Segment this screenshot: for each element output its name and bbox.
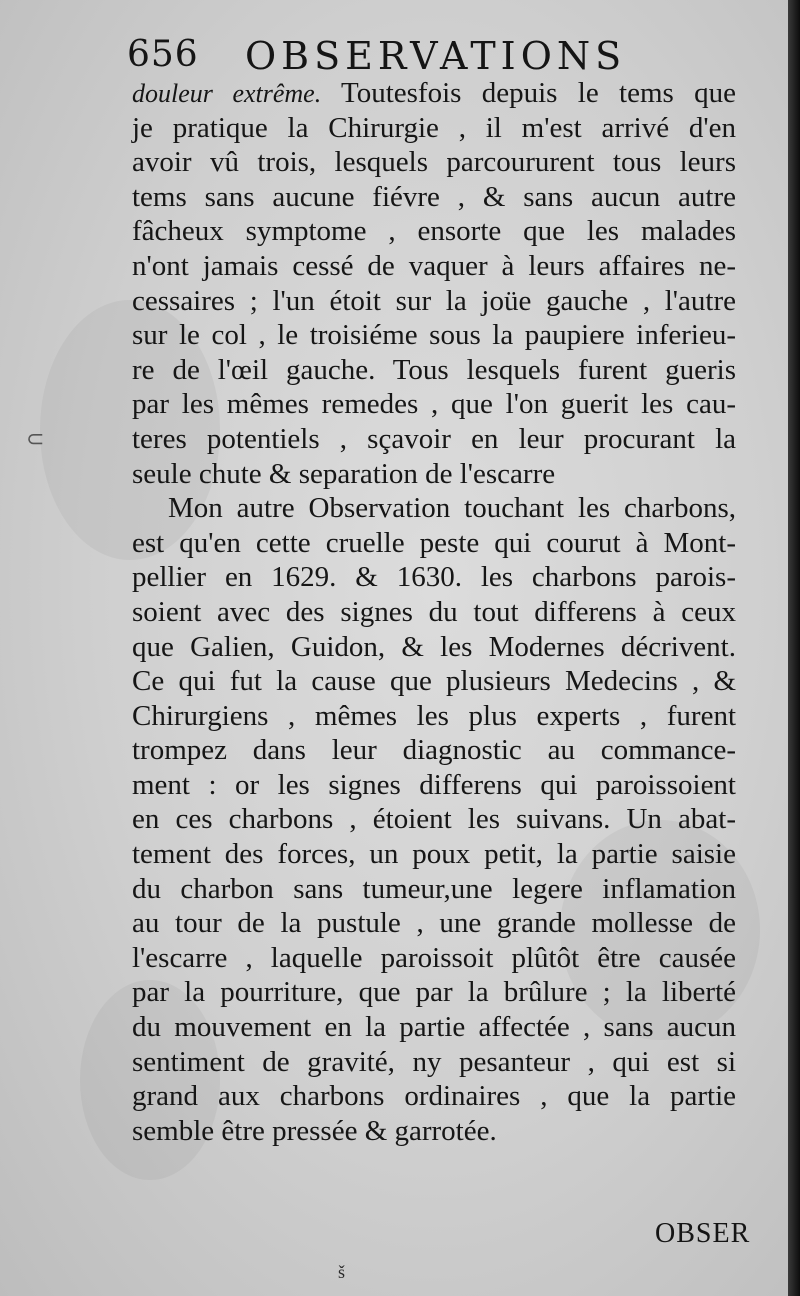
text-line: du charbon sans tumeur,une legere inflamation — [132, 872, 736, 905]
text-line: pellier en 1629. & 1630. les charbons parois- — [132, 561, 736, 594]
text-line: semble être pressée & garrotée. — [132, 1114, 497, 1147]
text-line: par les mêmes remedes , que l'on guerit les cau- — [132, 388, 736, 421]
margin-mark: ⊂ — [26, 426, 45, 451]
page-edge-shadow — [788, 0, 800, 1296]
text-line: tems sans aucune fiévre , & sans aucun autre — [132, 180, 736, 213]
body-text — [132, 76, 736, 1148]
text-line: sur le col , le troisiéme sous la paupiere inferieu- — [132, 319, 736, 352]
text-line: par la pourriture, que par la brûlure ; la liberté — [132, 976, 736, 1009]
signature-mark: š — [338, 1262, 346, 1282]
text-line: Chirurgiens , mêmes les plus experts , furent — [132, 699, 736, 732]
catchword: OBSER — [655, 1218, 751, 1249]
paragraph-start: Mon autre Observation touchant les charbons, — [168, 492, 736, 525]
text-line: sentiment de gravité, ny pesanteur , qui est si — [132, 1045, 736, 1078]
text-line: tement des forces, un poux petit, la partie saisie — [132, 838, 736, 871]
text-line: je pratique la Chirurgie , il m'est arrivé d'en — [132, 111, 736, 144]
text-line: au tour de la pustule , une grande mollesse de — [132, 907, 736, 940]
text-line: en ces charbons , étoient les suivans. Un abat- — [132, 803, 736, 836]
text-line-rest: Toutesfois depuis le tems que — [341, 77, 736, 109]
text-line — [132, 76, 736, 111]
italic-phrase: douleur extrême. — [132, 79, 322, 108]
text-line: seule chute & separation de l'escarre — [132, 457, 556, 490]
text-line: teres potentiels , sçavoir en leur procurant la — [132, 422, 736, 455]
text-line: re de l'œil gauche. Tous lesquels furent gueris — [132, 353, 736, 386]
text-line: cessaires ; l'un étoit sur la joüe gauche , l'autre — [132, 284, 736, 317]
text-line: avoir vû trois, lesquels parcoururent tous leurs — [132, 146, 736, 179]
text-line: n'ont jamais cessé de vaquer à leurs affaires ne- — [132, 249, 736, 282]
text-line: Ce qui fut la cause que plusieurs Medecins , & — [132, 665, 736, 698]
text-line: trompez dans leur diagnostic au commance- — [132, 734, 736, 767]
text-line: l'escarre , laquelle paroissoit plûtôt être causée — [132, 941, 736, 974]
text-line: ment : or les signes differens qui paroissoient — [132, 768, 736, 801]
text-line: grand aux charbons ordinaires , que la partie — [132, 1080, 736, 1113]
text-line: est qu'en cette cruelle peste qui courut à Mont- — [132, 526, 736, 559]
text-line: que Galien, Guidon, & les Modernes décrivent. — [132, 630, 736, 663]
running-head: OBSERVATIONS — [245, 34, 627, 78]
page-number: 656 — [127, 34, 199, 75]
text-line: soient avec des signes du tout differens à ceux — [132, 595, 736, 628]
text-line: fâcheux symptome , ensorte que les malades — [132, 215, 736, 248]
page-header — [127, 30, 667, 82]
text-line: du mouvement en la partie affectée , sans aucun — [132, 1011, 736, 1044]
